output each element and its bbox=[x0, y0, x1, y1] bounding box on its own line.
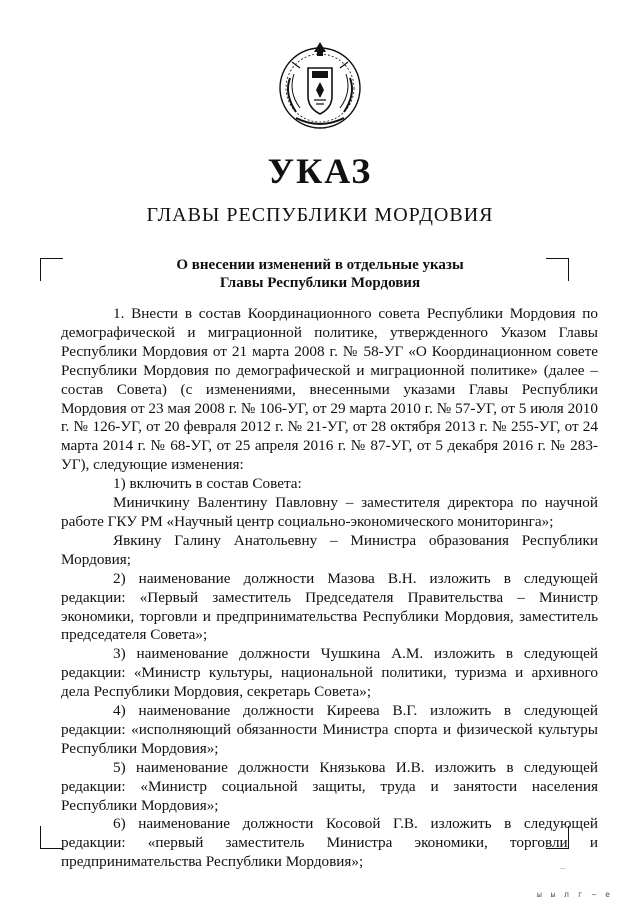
paragraph: 6) наименование должности Косовой Г.В. изложить в следующей редакции: «первый заместитель Министра экономики, торговли и предпринимательства Республики Мордовия»; bbox=[61, 815, 598, 871]
paragraph: Миничкину Валентину Павловну – заместителя директора по научной работе ГКУ РМ «Научный центр социально-экономического мониторинга»; bbox=[61, 494, 598, 530]
paragraph: 1) включить в состав Совета: bbox=[113, 475, 302, 493]
document-subtitle: ГЛАВЫ РЕСПУБЛИКИ МОРДОВИЯ bbox=[146, 204, 494, 226]
document-body bbox=[61, 305, 598, 872]
paragraph: 5) наименование должности Князькова И.В. изложить в следующей редакции: «Министр социальной защиты, труда и занятости населения Республики Мордовия»; bbox=[61, 758, 598, 814]
paragraph: 2) наименование должности Мазова В.Н. изложить в следующей редакции: «Первый заместитель Председателя Правительства – Министр экономики, торговли и предпринимательства Республики Мордовия, заместитель председателя Совета»; bbox=[61, 569, 598, 644]
document-heading bbox=[0, 256, 640, 292]
paragraph: 1. Внести в состав Координационного совета Республики Мордовия по демографической и миграционной политике, утвержденного Указом Главы Республики Мордовия от 21 марта 2008 г. № 58-УГ «О Координационном совете Республики Мордовия по демографической и миграционной политике» (далее – состав Совета) (с изменениями, внесенными указами Главы Республики Мордовия от 23 мая 2008 г. № 106-УГ, от 29 марта 2010 г. № 57-УГ, от 5 июля 2010 г. № 126-УГ, от 20 февраля 2012 г. № 21-УГ, от 28 октября 2013 г. № 255-УГ, от 24 марта 2014 г. № 68-УГ, от 25 апреля 2016 г. № 87-УГ, от 5 декабря 2016 г. № 283-УГ), следующие изменения: bbox=[61, 305, 598, 474]
heading-line: О внесении изменений в отдельные указы bbox=[176, 257, 464, 273]
coat-of-arms-emblem bbox=[270, 38, 370, 134]
paragraph: 3) наименование должности Чушкина А.М. изложить в следующей редакции: «Министр культуры, национальной политики, туризма и архивного дела Республики Мордовия, секретарь Совета»; bbox=[61, 645, 598, 701]
scan-mark: ы ы л г ~ е bbox=[537, 890, 612, 899]
heading-line: Главы Республики Мордовия bbox=[219, 275, 421, 291]
paragraph: 4) наименование должности Киреева В.Г. изложить в следующей редакции: «исполняющий обязанности Министра спорта и физической культуры Республики Мордовия»; bbox=[61, 702, 598, 757]
scan-tick: 〜 bbox=[560, 866, 567, 873]
paragraph: Явкину Галину Анатольевну – Министра образования Республики Мордовия; bbox=[61, 531, 598, 568]
corner-bracket-bottom-left bbox=[40, 826, 63, 849]
document-title: УКАЗ bbox=[267, 151, 373, 191]
